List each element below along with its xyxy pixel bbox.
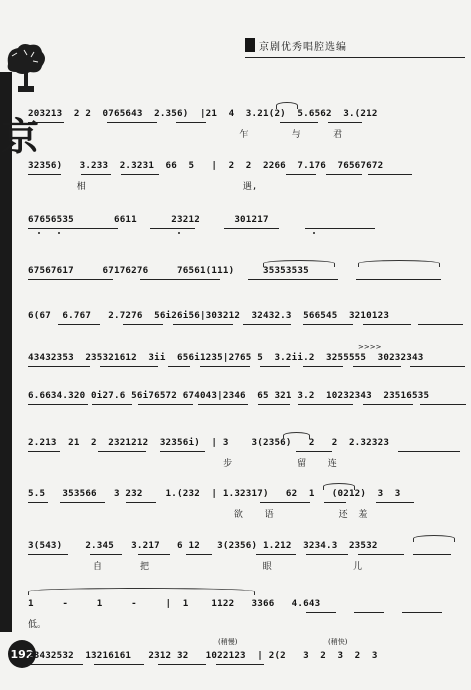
notation: 2.213 21 2 2321212 32356i) | 3 3(2356) 2 2 2.32323 [28, 437, 390, 448]
lyrics: 自 把 眼 儿 [28, 562, 363, 572]
tempo-faster: (稍快) [328, 638, 348, 646]
lyrics: 乍 与 君 [28, 130, 343, 140]
score-line [28, 310, 468, 350]
notation: 67567617 67176276 76561(111) 35353535 [28, 265, 309, 276]
score-line [28, 214, 468, 254]
score-line [28, 437, 468, 477]
notation: 32356) 3.233 2.3231 66 5 | 2 2 2266 7.176 76567672 [28, 160, 384, 171]
score-line [28, 160, 468, 200]
header-marker [245, 38, 255, 52]
notation: 67656535 6611 23212 301217 [28, 214, 269, 225]
notation: 203213 2 2 0765643 2.356) |21 4 3.21(2) 5.6562 3.(212 [28, 108, 378, 119]
notation: 3(543) 2.345 3.217 6 12 3(2356) 1.212 3234.3 23532 [28, 540, 378, 551]
book-title: 京剧优秀唱腔选编 [259, 42, 347, 53]
lyrics: 相 遇, [28, 182, 258, 192]
score-line [28, 638, 468, 690]
score-line [28, 540, 468, 580]
score-line [28, 390, 468, 430]
notation: 6.6634.320 0i27.6 56i76572 674043|2346 65 321 3.2 10232343 23516535 [28, 390, 430, 401]
tempo-slower: (稍慢) [218, 638, 238, 646]
notation: 5.5 353566 3 232 1.(232 | 1.32317) 62 1 (0212) 3 3 [28, 488, 401, 499]
page-number-badge: 192 [8, 640, 36, 668]
score-line: 43432353 235321612 3ii 656i1235|2765 5 3.2ii.2 3255555 30232343 >>>> [28, 352, 468, 392]
notation: 1 - 1 - | 1 1122 3366 4.643 [28, 598, 321, 609]
genre-character: 京 [1, 114, 40, 159]
score-line [28, 265, 468, 305]
header-rule [245, 57, 465, 58]
lyrics: 欲 语 还 羞 [28, 510, 368, 520]
lyrics: 低。 [28, 620, 47, 630]
lyrics: 步 留 连 [28, 459, 337, 469]
score-line [28, 488, 468, 528]
notation: 43432353 235321612 3ii 656i1235|2765 5 3.2ii.2 3255555 30232343 [28, 352, 424, 363]
notation: 23432532 13216161 2312 32 1022123 | 2(2 3 2 3 2 3 [28, 650, 378, 661]
score-line [28, 108, 468, 148]
notation: 6(67 6.767 2.7276 56i26i56|303212 32432.3 566545 3210123 [28, 310, 390, 321]
score-line [28, 598, 468, 638]
